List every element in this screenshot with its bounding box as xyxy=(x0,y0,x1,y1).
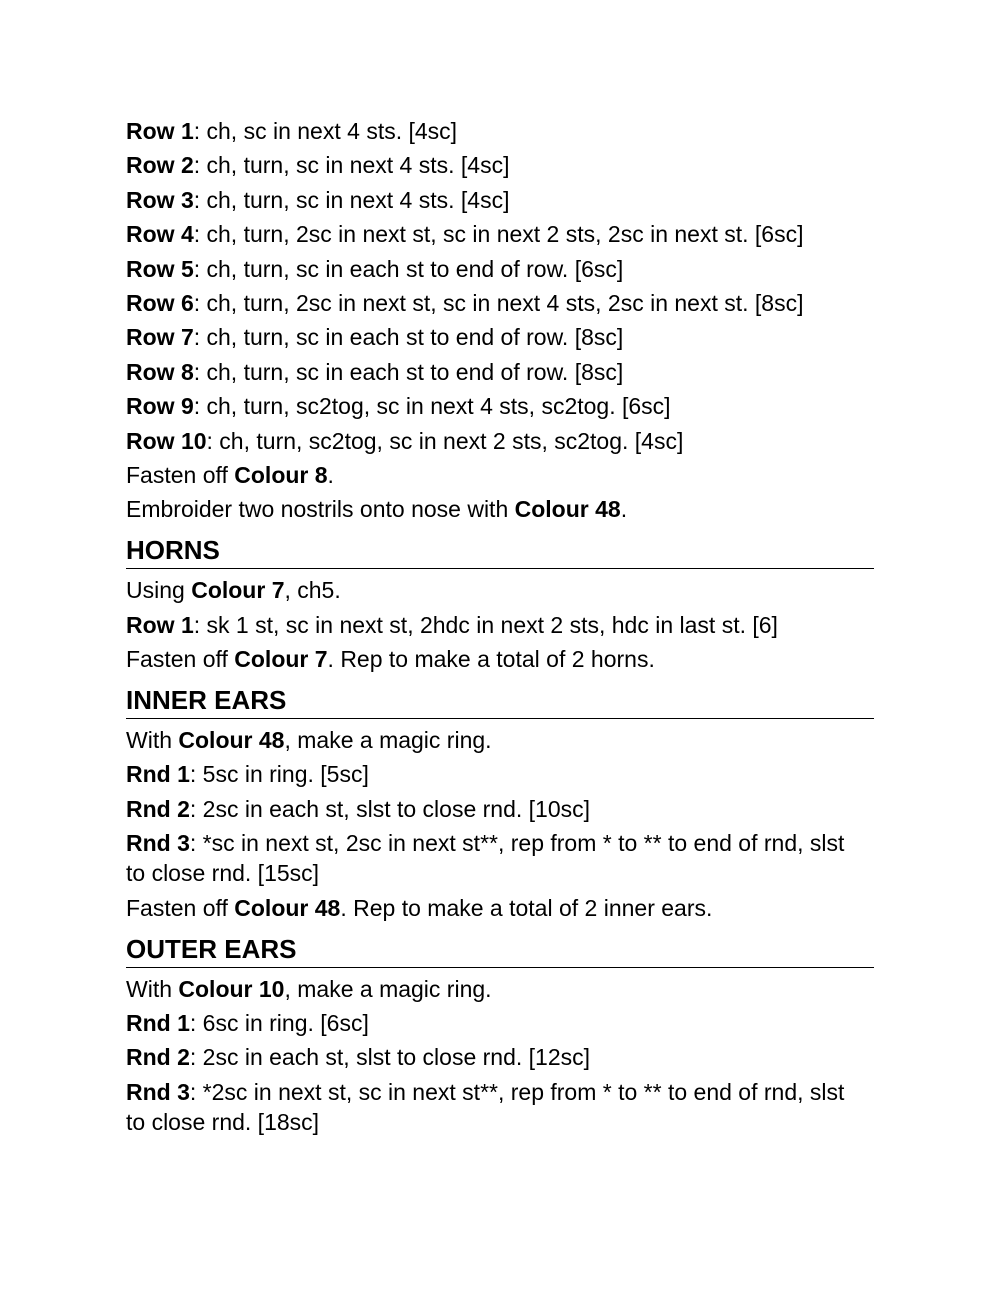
round-label: Rnd 2 xyxy=(126,1044,190,1071)
section-heading: HORNS xyxy=(126,534,874,569)
instruction-row xyxy=(126,322,874,352)
horns-section xyxy=(126,534,874,674)
round-text: : 6sc in ring. [6sc] xyxy=(189,1010,369,1037)
instruction-row xyxy=(126,219,874,249)
instruction-row xyxy=(126,288,874,318)
round-label: Rnd 1 xyxy=(126,761,190,788)
round-text: : 2sc in each st, slst to close rnd. [10sc] xyxy=(189,795,591,822)
section-heading: INNER EARS xyxy=(126,684,874,719)
line-text: . xyxy=(327,461,334,488)
row-label: Row 5 xyxy=(126,255,194,282)
round-label: Rnd 1 xyxy=(126,1010,190,1037)
round-label: Rnd 2 xyxy=(126,795,190,822)
colour-label: Colour 7 xyxy=(191,577,285,604)
instruction-row xyxy=(126,185,874,215)
instruction-round xyxy=(126,759,874,789)
round-label: Rnd 3 xyxy=(126,1078,190,1105)
row-label: Row 1 xyxy=(126,118,194,144)
round-label: Rnd 3 xyxy=(126,830,190,857)
start-line xyxy=(126,575,874,605)
colour-label: Colour 48 xyxy=(234,894,341,921)
row-text: : ch, turn, sc in next 4 sts. [4sc] xyxy=(193,186,510,213)
intro-section xyxy=(126,116,874,524)
instruction-row xyxy=(126,357,874,387)
instruction-round xyxy=(126,1008,874,1038)
pattern-page xyxy=(126,116,874,1141)
line-text: , ch5. xyxy=(284,577,341,604)
instruction-row xyxy=(126,254,874,284)
outer-ears-section xyxy=(126,933,874,1137)
line-text: . Rep to make a total of 2 inner ears. xyxy=(340,894,713,921)
row-text: : ch, turn, sc in each st to end of row. [8sc] xyxy=(193,324,624,351)
row-label: Row 7 xyxy=(126,324,194,351)
round-text: : *sc in next st, 2sc in next st**, rep from * to ** to end of rnd, slst to close rnd. [15sc] xyxy=(126,830,845,887)
row-text: : ch, turn, sc in each st to end of row. [6sc] xyxy=(193,255,624,282)
colour-label: Colour 8 xyxy=(234,461,328,488)
instruction-round xyxy=(126,828,856,888)
line-text: , make a magic ring. xyxy=(284,975,492,1002)
section-heading: OUTER EARS xyxy=(126,933,874,968)
instruction-row xyxy=(126,391,874,421)
row-text: : ch, turn, 2sc in next st, sc in next 2 sts, 2sc in next st. [6sc] xyxy=(193,221,804,248)
instruction-row xyxy=(126,116,874,146)
instruction-row xyxy=(126,426,874,456)
line-text: With xyxy=(126,727,179,754)
round-text: : *2sc in next st, sc in next st**, rep from * to ** to end of rnd, slst to close rnd. [18sc] xyxy=(126,1078,845,1135)
instruction-round xyxy=(126,1042,874,1072)
colour-label: Colour 10 xyxy=(178,975,285,1002)
row-text: : ch, sc in next 4 sts. [4sc] xyxy=(193,118,458,144)
row-text: : ch, turn, 2sc in next st, sc in next 4 sts, 2sc in next st. [8sc] xyxy=(193,289,804,316)
line-text: Embroider two nostrils onto nose with xyxy=(126,496,515,523)
instruction-round xyxy=(126,794,874,824)
start-line xyxy=(126,725,874,755)
start-line xyxy=(126,974,874,1004)
line-text: Using xyxy=(126,577,192,604)
embroider-line xyxy=(126,494,874,524)
colour-label: Colour 7 xyxy=(234,646,328,673)
row-text: : sk 1 st, sc in next st, 2hdc in next 2 sts, hdc in last st. [6] xyxy=(193,611,778,638)
row-label: Row 3 xyxy=(126,186,194,213)
row-label: Row 6 xyxy=(126,289,194,316)
round-text: : 5sc in ring. [5sc] xyxy=(189,761,369,788)
row-label: Row 2 xyxy=(126,152,194,179)
instruction-round xyxy=(126,1077,856,1137)
round-text: : 2sc in each st, slst to close rnd. [12sc] xyxy=(189,1044,591,1071)
row-label: Row 1 xyxy=(126,611,194,638)
colour-label: Colour 48 xyxy=(514,496,621,523)
line-text: With xyxy=(126,975,179,1002)
line-text: Fasten off xyxy=(126,461,235,488)
row-label: Row 4 xyxy=(126,221,194,248)
row-text: : ch, turn, sc2tog, sc in next 4 sts, sc2tog. [6sc] xyxy=(193,393,671,420)
instruction-row xyxy=(126,150,874,180)
line-text: . xyxy=(620,496,628,523)
instruction-row xyxy=(126,610,874,640)
inner-ears-section xyxy=(126,684,874,923)
row-text: : ch, turn, sc2tog, sc in next 2 sts, sc2tog. [4sc] xyxy=(206,427,684,454)
line-text: Fasten off xyxy=(126,894,235,921)
row-text: : ch, turn, sc in next 4 sts. [4sc] xyxy=(193,152,510,179)
line-text: . Rep to make a total of 2 horns. xyxy=(327,646,655,673)
row-label: Row 10 xyxy=(126,427,207,454)
line-text: , make a magic ring. xyxy=(284,727,492,754)
row-label: Row 8 xyxy=(126,358,194,385)
row-text: : ch, turn, sc in each st to end of row. [8sc] xyxy=(193,358,624,385)
line-text: Fasten off xyxy=(126,646,235,673)
colour-label: Colour 48 xyxy=(178,727,285,754)
fasten-off-line xyxy=(126,460,874,490)
fasten-off-line xyxy=(126,644,874,674)
row-label: Row 9 xyxy=(126,393,194,420)
fasten-off-line xyxy=(126,893,874,923)
